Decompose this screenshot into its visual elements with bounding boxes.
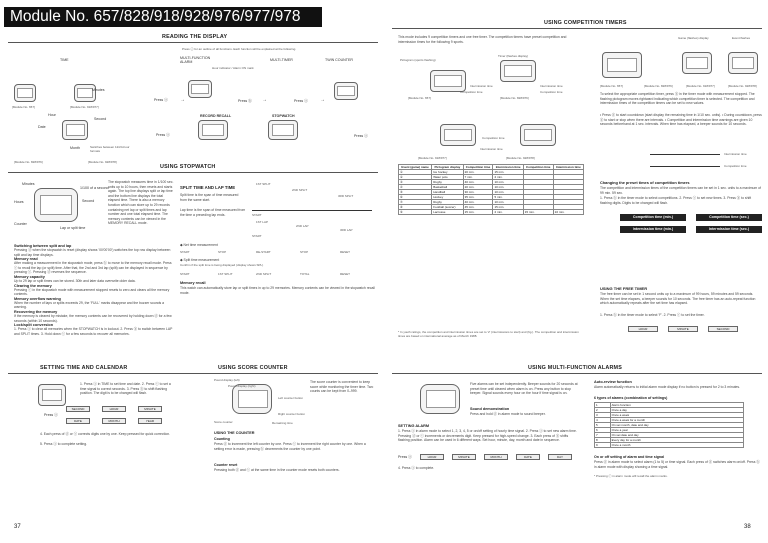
label-month: Month [70,146,80,150]
split-lap-chart [252,180,380,240]
lcd-screen [732,57,754,69]
interval-diagram [650,142,762,176]
multi-heading: USING MULTI-FUNCTION ALARMS [524,365,626,371]
sw-label-hundredths: 1/100 of a second [80,186,109,190]
watch-display-counter [334,82,358,100]
table-header: Competition time [523,165,553,170]
table-cell: ⑤ [399,190,432,195]
state-box: MINUTE [138,406,162,412]
table-cell: ⑨ [399,210,432,215]
flash-bar: Intermission time (sec.) [696,226,762,233]
split-text: Split time is the span of time measured from the same start. [180,193,239,202]
flash-bar: Competition time (min.) [620,214,686,221]
comp-ref: [Module No. 828/976] [644,84,673,88]
table-cell: Hockey [432,195,463,200]
free-title: USING THE FREE TIMER [600,286,648,291]
score-label: Left counter button [278,396,304,400]
recovering-text: If the memory is cleared by mistake, the memory contents can be recovered by holding down ⓓ for a few seconds (within 10 seconds). [14,313,172,323]
comp-label: Timer (flashes display) [498,54,529,58]
setting-step5: 5. Press ⓐ to complete setting. [40,442,88,446]
lcd-screen [337,86,355,96]
state-box: MONTH [484,454,508,460]
switching-text: Pressing ⓓ when the stopwatch is reset (display shows '00'00'00') switches the top row display between split and lap time displays. [14,248,171,257]
table-cell: 10 min. [493,185,523,190]
reading-heading: READING THE DISPLAY [158,34,231,40]
table-row [399,210,584,215]
setting-steps: 1. Press ⓐ in TIME to set time and date. 2. Press ⓒ to set a time signal to correct seconds. 3. Press ⓑ to shift flashing position. The digit is to be changed will flash. [80,382,171,396]
changing-title: Changing the preset times of competition timers [600,180,690,185]
table-cell: Once a week for a month [610,418,743,423]
label-hour: Hour [48,113,56,117]
state-box: YEAR [138,418,162,424]
label-minutes: Minutes [92,88,105,92]
press-a-1: Press ⓐ [154,98,168,102]
table-cell: 10 min. [493,180,523,185]
table-cell: 6 [595,428,611,433]
module-ref-928: [Module No. 928/978] [88,160,117,164]
split-lap-title: SPLIT TIME AND LAP TIME [180,185,236,190]
lcd-screen [607,58,637,72]
table-cell: Rugby [432,180,463,185]
alarm-note: Hour indicator / Alarm ON mark [212,66,254,70]
seq-step: 1ST SPLIT [218,272,233,276]
table-cell: 15 min. [493,205,523,210]
table-header: Competition time [463,165,493,170]
stopwatch-heading: USING STOPWATCH [156,164,220,170]
table-cell: On set date and day [610,433,743,438]
table-cell: 2 [595,408,611,413]
table-cell: Lacrosse [432,210,463,215]
reading-intro: Press ⓐ for an outline of all functions. Each function will be explained at the following. [182,47,297,51]
table-cell: 2 min. [493,210,523,215]
table-cell: Every day for a month [610,438,743,443]
mode-timer: MULTI-TIMER [270,58,293,62]
table-cell: Handball [432,190,463,195]
watch-display-recall [198,120,228,140]
comp-ref: [Module No. 657] [408,96,431,100]
page-number-left: 37 [14,524,21,530]
press-a-4: Press ⓐ [156,133,170,137]
multi-step4: 4. Press ⓐ to complete. [398,466,435,470]
setting-watch-figure [38,384,66,406]
memory-read-text: After making a measurement in the stopwatch mode, press ⓑ to move to the memory recall mode. Press ⓒ to recall the lap (or split) time. After that, the 2nd and 3rd lap (split) can be displayed in sequence by pressing ⓒ. Pressing ⓓ reverses the sequence. [14,261,172,275]
split-sequence [180,272,380,280]
setting-alarm-title: SETTING ALARM [398,424,430,428]
score-watch-figure [232,384,272,414]
table-cell: 7 min. [463,175,493,180]
split-confirm: Confirm if the split time is being displayed (display shows SPL) [180,263,264,267]
title-text: Module No. 657/828/918/928/976/977/978 [10,8,301,25]
competition-rule [392,28,762,29]
state-box: HOUR [102,406,126,412]
comp-label: Intermission time [540,84,563,88]
chart-label: 2ND LAP [296,224,309,228]
label-second: Second [94,117,107,121]
press-a-2: Press ⓐ [294,99,308,103]
stopwatch-body: The stopwatch measures time in 1/100 sec. units up to 10 hours, then resets and starts again. The top line displays split or lap time and the bottom line displays the total elapsed time. There is also a memory function which can store up to 29 records containing net lap or split times and lap number and one total elapsed time. The memory contents can be viewed in the MEMORY RECALL mode. [108,180,174,226]
comp-watch-5 [602,52,642,78]
comp-watch-7 [728,52,758,74]
clearing-text: Pressing ⓒ in the stopwatch mode with measurement stopped resets to zero and clears all the memory contents. [14,287,170,297]
sports-table [398,164,584,215]
split-measure-label: ◆ Split time measurement [180,258,220,262]
state-box: SECOND [708,326,738,332]
auto-review-title: Auto-review function [594,380,632,384]
lcd-screen [40,195,72,215]
score-label: Remaining time [272,421,293,425]
table-cell: ⑦ [399,200,432,205]
table-cell: 40 min. [463,200,493,205]
table-cell: Rugby [432,200,463,205]
stopwatch-figure [34,188,78,222]
mode-alarm: MULTI-FUNCTION ALARM [180,56,211,64]
competition-heading: USING COMPETITION TIMERS [540,20,631,26]
table-cell: Once a year [610,428,743,433]
comp-watch-4 [520,124,556,146]
watch-display-stopwatch [268,120,298,140]
memory-capacity-text: Up to 29 lap or split times can be stored. 30th and later data overwrite older data. [14,278,136,283]
page-title [0,4,390,28]
lcd-screen [66,124,85,136]
sw-label-minutes: Minutes [22,182,35,186]
sound-title: Sound demonstration [470,407,510,411]
score-desc: The score counter is convenient to keep score while monitoring the timer time. Two counts can be kept from 0–999. [310,380,374,394]
changing-text: The competition and intermission times of the competition timers can be set in 1 sec. units to a maximum of 99 min. 59 sec. [600,186,761,195]
table-cell: 5 min. [493,195,523,200]
score-using: USING THE COUNTER [214,431,255,435]
table-header: Intermission time [493,165,523,170]
mode-counter: TWIN COUNTER [325,58,353,62]
seq-step: RE-START [256,250,271,254]
table-cell: 10 min. [493,200,523,205]
change-steps: 1. Press ⓑ in the timer mode to select competitions. 2. Press ⓒ to set new times. 3. Press ⓑ to shift flashing digits. Digits to be changed will flash. [600,196,752,205]
alarm-types-title: 6 types of alarms (combination of settings) [594,396,668,400]
setting-heading: SETTING TIME AND CALENDAR [36,365,131,371]
lcd-screen [524,129,552,141]
sound-text: Press and hold ⓓ in alarm mode to sound beeper. [470,412,546,416]
comp-label: Competition time [482,136,505,140]
alarm-types-table [594,402,744,448]
memory-recall-text: This watch can automatically store lap or split times in up to 29 memories. Memory contents can be viewed in the stopwatch recall mode. [180,286,375,295]
table-cell: 8 [595,438,611,443]
comp-ref: [Module No. 657] [600,84,623,88]
table-cell: 9 [595,443,611,448]
table-cell: 7 [595,433,611,438]
sw-label-lap: Lap or split time [60,226,86,230]
overflow-title: Memory overflow warning [14,296,61,301]
watch-display-alarm [188,80,212,98]
sw-label-second: Second [82,199,95,203]
watch-display-918 [74,84,96,102]
clearing-title: Clearing the memory [14,283,52,288]
record-recall-label: RECORD RECALL [200,114,232,118]
watch-display-time [62,120,88,140]
competition-notes: * In youth ratings, the competition and intermission times are set to '2' (intermissions to start) and (fig.). The competition and intermission times are based on international average as of March 1988. [398,330,579,338]
multi-watch-figure [420,384,460,414]
state-box: SECOND [66,406,90,412]
comp-fig-label-right: Event flashes [732,36,751,40]
comp-label: Competition time [540,90,563,94]
table-cell: Once a week [610,413,743,418]
switches-note: Switches between 12/24-hour formats [90,145,130,153]
table-cell: Basketball [432,185,463,190]
table-row [595,443,744,448]
lcd-screen [444,129,472,141]
state-box: DATE [66,418,90,424]
memory-read-title: Memory read [14,257,38,262]
table-cell: ③ [399,180,432,185]
table-cell: 20 min. [463,170,493,175]
interval-label: Intermission time [724,152,747,156]
state-box: MINUTE [452,454,476,460]
multi-states [420,454,580,462]
table-cell: Once a month [610,443,743,448]
table-cell: 3 [595,413,611,418]
flash-bar: Competition time (sec.) [696,214,762,221]
setting-states [66,406,174,428]
score-heading: USING SCORE COUNTER [214,365,292,371]
multi-footnote: * Pressing ⓒ in alarm mode will recall the alarm marks. [594,474,668,478]
score-reset-text: Pressing both ⓓ and ⓒ at the same time in the counter mode resets both counters. [214,468,340,472]
state-box: MONTH [102,418,126,424]
seq-step: STOP [300,250,309,254]
table-cell: 2 min. [493,175,523,180]
chart-label: 1ST SPLIT [256,182,271,186]
lcd-screen [191,84,209,94]
table-cell: ② [399,175,432,180]
score-reset: Counter reset [214,463,238,467]
comp-watch-6 [682,52,712,74]
lap-text: Lap time is the span of time measured from the time a preceding lap ends. [180,208,246,217]
lcd-screen [77,88,93,98]
watch-display-657 [14,84,36,102]
stopwatch-rule [8,172,378,173]
chart-label: 3RD SPLIT [338,194,354,198]
sw-label-counter: Counter [14,222,27,226]
table-cell: Football (soccer) [432,205,463,210]
arrow-right-icon: → [320,97,325,103]
press-b-1: Press ⓑ [238,99,252,103]
seq-step: RESET [340,272,351,276]
table-cell: ⑧ [399,205,432,210]
table-header: Pictogram display [432,165,463,170]
interval-line [650,166,720,167]
table-header: Intermission time [553,165,583,170]
press-a-3: Press ⓐ [354,134,368,138]
state-box: HOUR [420,454,444,460]
mode-time: TIME [60,58,69,62]
stopwatch-label: STOPWATCH [272,114,295,118]
table-cell: 5 [595,423,611,428]
lcd-screen [434,75,462,87]
overflow-text: When the number of laps or splits exceeds 29, the 'FULL' marks disappear and the buzzer sounds a warning. [14,300,164,310]
sw-label-hours: Hours [14,200,24,204]
comp-ref: [Module No. 828/976] [500,96,529,100]
lcd-screen [272,124,294,136]
table-cell: Water polo [432,175,463,180]
chart-label: 3RD LAP [340,228,353,232]
table-cell: 1 [595,403,611,408]
comp-watch-2 [500,60,536,82]
chart-label: START [252,234,262,238]
table-cell: Ice hockey [432,170,463,175]
setting-rule [8,373,378,374]
interval-label: Competition time [724,164,747,168]
comp-label: Intermission time [480,147,503,151]
chart-label: START [252,213,262,217]
auto-review-text: Alarm automatically returns to initial alarm mode display if no button is pressed for 2 to 3 minutes. [594,385,741,389]
state-box: MINUTE [668,326,698,332]
lcd-screen [504,65,532,77]
memory-capacity-title: Memory capacity [14,274,45,279]
table-cell: 45 min. [463,205,493,210]
score-label: Pound display (left) [214,378,240,382]
score-counting: Counting [214,437,230,441]
multi-rule [392,373,762,374]
competition-steps: • Press ⓓ to start countdown (start display the remaining time in 1/10 sec. units). • During countdown, press ⓓ to start or stop when there are intervals. • Competition and intermission time warnings are given 10 seconds beforehand at 1 sec. intervals. When time has elapsed, a beeper sounds for 10 seconds. [600,113,762,127]
comp-watch-1 [430,70,466,92]
net-time-sequence [180,250,380,258]
score-count-text: Press ⓓ to increment the left counter by one. Press ⓒ to increment the right counter by one. When a setting error is made, pressing ⓑ decrements the counter by one point. [214,442,366,451]
chart-axis [252,210,372,211]
table-cell: 35 min. [463,195,493,200]
competition-right-text: To select the appropriate competition timer, press ⓑ in the timer mode with measurement stopped. The flashing pictogram moves rightward indicating which competition timer is selected. The competition and intermission times of the competition timers can be set to new values. [600,92,755,106]
table-header: Event (game) name [399,165,432,170]
seq-step: 2ND SPLIT [256,272,272,276]
memory-recall-title: Memory recall [180,281,206,285]
comp-watch-3 [440,124,476,146]
flash-bar: Intermission time (min.) [620,226,686,233]
comp-label: Competition time [460,90,483,94]
seq-step: RESET [340,250,351,254]
multi-press: Press ⓐ [398,455,412,459]
comp-fig-label-right: Game (flashes) display [678,36,709,40]
table-cell: 10 min. [553,210,583,215]
table-cell: 4 [595,418,611,423]
onoff-title: On or off setting of alarm and time signal [594,455,665,459]
table-cell: 15 min. [523,210,553,215]
onoff-text: Press ⓓ in alarm mode to select alarm (1 to 5) or time signal. Each press of ⓓ switches alarm on/off. Press ⓑ in alarm mode with display showing a time signal. [594,460,760,469]
seq-step: TOTAL [300,272,310,276]
setting-step4: 4. Each press of ⓓ or ⓒ corrects digits one by one. Keep pressed for quick correction. [40,432,171,436]
table-cell: ⑥ [399,195,432,200]
switching-title: Switching between split and lap [14,244,72,248]
state-box: HOUR [628,326,658,332]
score-label: Right counter button [278,412,306,416]
lcd-screen [17,88,33,98]
recovering-title: Recovering the memory [14,309,58,314]
multi-intro: Five alarms can be set independently. Beeper sounds for 20 seconds at preset time until cleared when alarm is on. Press any button to stop beeper. Signal sounds every hour on the hour if time signal is on. [470,382,578,396]
comp-ref: [Module No. 928/978] [506,156,535,160]
free-text: The free timer can be set in 1 second units up to a maximum of 99 hours, 59 minutes and 59 seconds. When the set time elapses, a beeper sounds for 10 seconds. The free timer has an auto-repeat function which automatically repeats after the set time has elapsed. [600,292,756,306]
comp-ref: [Module No. 918/977] [418,156,447,160]
comp-label: Pictogram (sports flashing) [400,58,436,62]
module-ref-657: [Module No. 657] [12,105,35,109]
seq-step: STOP [218,250,227,254]
competition-intro: This mode includes 9 competition timers and one free timer. The competition timers have preset competition and intermission times for the following 9 sports. [398,35,567,44]
table-cell: ④ [399,185,432,190]
stopwatch-notes [14,244,174,336]
score-label: Pound display (right) [228,384,256,388]
setting-alarm-steps: 1. Press ⓐ in alarm mode to select 1, 2, 3, 4, 5 or on/off setting of hourly time signal. 2. Press ⓐ to set new alarm time. Pressing ⓓ or ⓒ increments or decrements digit. Keep pressed for high-speed change. 3. Each press of ⓑ shifts flashing position. Alarm can be used in 6 different ways. Set hour, minute, day, month and date in sequence. [398,429,577,443]
arrow-right-icon: → [262,97,267,103]
chart-label: 2ND SPLIT [292,188,308,192]
arrow-right-icon: → [180,97,185,103]
lcd-screen [42,389,62,401]
score-label: Score counter [214,420,233,424]
lcd-screen [238,390,268,408]
table-cell: 10 min. [493,190,523,195]
lockout-text: 1. Press ⓐ to clear all memories when the STOPWATCH is in lockout. 2. Press ⓑ to switch between LAP and SPLIT times. 3. Hold down ⓒ for a few seconds to recover all memories. [14,327,173,336]
setting-press: Press ⓐ [44,413,58,417]
table-cell: 40 min. [463,180,493,185]
module-ref-918: [Module No. 918/977] [70,105,99,109]
table-cell: 30 min. [463,190,493,195]
table-cell: On set month, date and day [610,423,743,428]
lcd-screen [202,124,224,136]
table-cell: 20 min. [463,185,493,190]
lcd-screen [426,390,456,408]
state-box: DATE [516,454,540,460]
label-date: Date [38,125,46,129]
module-ref-828: [Module No. 828/976] [14,160,43,164]
interval-line [650,154,720,155]
page-number-right: 38 [744,524,751,530]
comp-label: Intermission time [470,84,493,88]
table-cell: 15 min. [463,210,493,215]
seq-step: START [180,272,190,276]
table-cell: Alarm function [610,403,743,408]
comp-ref: [Module No. 928/978] [728,84,757,88]
chart-label: 1ST LAP [256,220,268,224]
table-cell: ① [399,170,432,175]
net-time-label: ◆ Net time measurement [180,243,218,247]
table-cell: Once a day [610,408,743,413]
reading-rule [8,42,378,43]
lockout-title: Lock/split conversion [14,323,54,328]
comp-ref: [Module No. 918/977] [686,84,715,88]
state-box: DAY [548,454,572,460]
seq-step: START [180,250,190,254]
table-cell: 15 min. [493,170,523,175]
lcd-screen [686,57,708,69]
free-steps: 1. Press ⓑ in the timer mode to select 'F'. 2. Press ⓒ to set the timer. [600,313,705,317]
free-states [628,326,762,336]
